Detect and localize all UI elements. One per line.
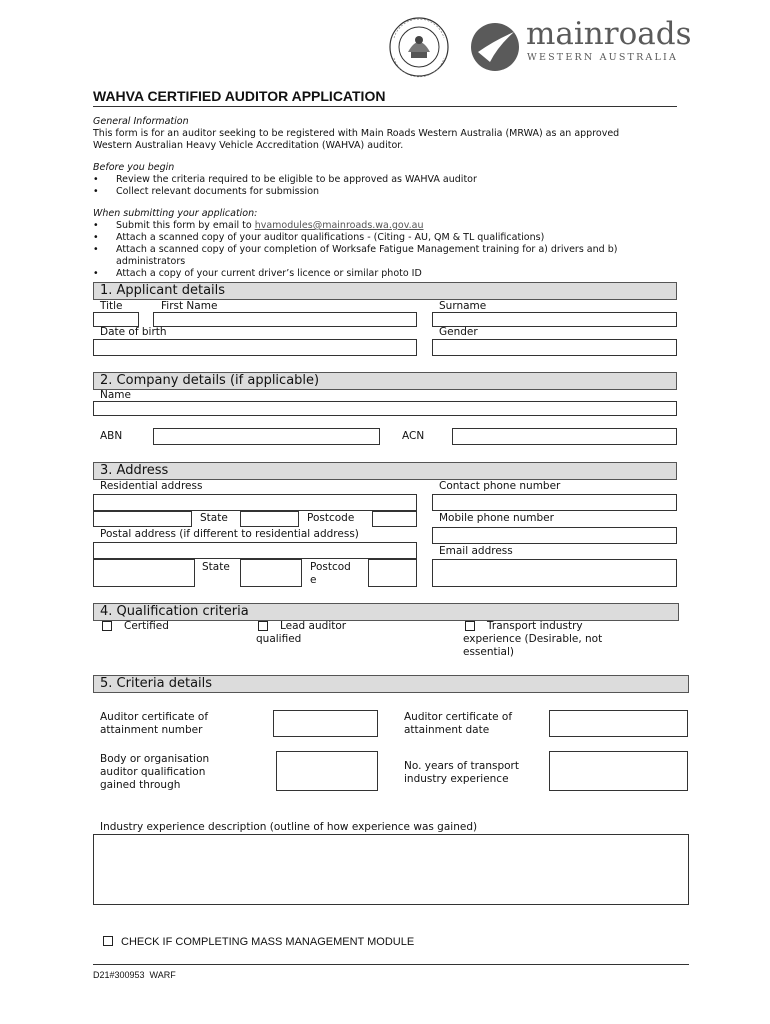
state-field[interactable] <box>240 511 299 527</box>
title-field[interactable] <box>93 312 139 327</box>
cert-attainment-date-label-line1: Auditor certificate of <box>404 711 513 723</box>
form-title: WAHVA CERTIFIED AUDITOR APPLICATION <box>93 88 386 104</box>
brand-name: mainroads <box>526 16 692 52</box>
mobile-phone-label: Mobile phone number <box>439 512 554 524</box>
transport-label-line2: experience (Desirable, not <box>463 633 603 645</box>
mainroads-emblem-icon <box>470 22 520 72</box>
government-seal-logo <box>384 16 454 78</box>
industry-experience-field[interactable] <box>93 834 689 905</box>
cert-attainment-date-label-line2: attainment date <box>404 724 490 736</box>
years-experience-field[interactable] <box>549 751 688 791</box>
company-name-label: Name <box>100 389 131 401</box>
transport-label-line1: Transport industry <box>487 620 583 632</box>
body-org-label-line1: Body or organisation <box>100 753 210 765</box>
section-company-details: 2. Company details (if applicable) <box>93 372 677 390</box>
contact-phone-label: Contact phone number <box>439 480 561 492</box>
years-experience-label-line1: No. years of transport <box>404 760 519 772</box>
transport-industry-checkbox[interactable] <box>465 621 475 631</box>
first-name-field[interactable] <box>153 312 417 327</box>
section-criteria-details: 5. Criteria details <box>93 675 689 693</box>
body-org-label-line2: auditor qualification <box>100 766 206 778</box>
bullet-icon: • <box>93 232 99 243</box>
bullet-icon: • <box>93 268 99 279</box>
surname-label: Surname <box>439 300 487 312</box>
gender-label: Gender <box>439 326 478 338</box>
submit-item: Attach a copy of your current driver’s licence or similar photo ID <box>116 268 422 279</box>
section-address: 3. Address <box>93 462 677 480</box>
state2-field[interactable] <box>240 559 302 587</box>
bullet-icon: • <box>93 244 99 255</box>
body-org-label-line3: gained through <box>100 779 181 791</box>
email-address-field[interactable] <box>432 559 677 587</box>
section-qualification-criteria: 4. Qualification criteria <box>93 603 679 621</box>
certified-checkbox[interactable] <box>102 621 112 631</box>
email-address-label: Email address <box>439 545 513 557</box>
residential-suburb-field[interactable] <box>93 511 192 527</box>
general-info-heading: General Information <box>93 116 189 127</box>
cert-attainment-number-label-line1: Auditor certificate of <box>100 711 209 723</box>
first-name-label: First Name <box>161 300 218 312</box>
state2-label: State <box>202 561 230 573</box>
certified-label: Certified <box>124 620 169 632</box>
lead-auditor-label-line1: Lead auditor <box>280 620 347 632</box>
residential-address-field[interactable] <box>93 494 417 511</box>
title-label: Title <box>100 300 123 312</box>
acn-label: ACN <box>402 430 425 442</box>
years-experience-label-line2: industry experience <box>404 773 509 785</box>
postcode2-label-line1: Postcod <box>310 561 351 573</box>
footer-rule <box>93 964 689 965</box>
postcode-field[interactable] <box>372 511 417 527</box>
submit-prefix: Submit this form by email to <box>116 220 255 231</box>
surname-field[interactable] <box>432 312 677 327</box>
section-applicant-details: 1. Applicant details <box>93 282 677 300</box>
submit-item-email <box>116 220 424 232</box>
dob-label: Date of birth <box>100 326 167 338</box>
postal-address-label: Postal address (if different to residential address) <box>100 528 359 540</box>
cert-attainment-number-field[interactable] <box>273 710 378 737</box>
cert-attainment-date-field[interactable] <box>549 710 688 737</box>
before-item: Collect relevant documents for submission <box>116 186 320 197</box>
general-info-line1: This form is for an auditor seeking to be registered with Main Roads Western Australia (MRWA) as an approved <box>93 128 620 139</box>
residential-address-label: Residential address <box>100 480 203 492</box>
industry-experience-label: Industry experience description (outline of how experience was gained) <box>100 821 478 833</box>
body-org-field[interactable] <box>276 751 378 791</box>
gender-field[interactable] <box>432 339 677 356</box>
postal-address-field[interactable] <box>93 542 417 559</box>
title-rule <box>93 106 677 107</box>
acn-field[interactable] <box>452 428 677 445</box>
footer-reference: D21#300953 WARF <box>93 970 176 980</box>
dob-field[interactable] <box>93 339 417 356</box>
bullet-icon: • <box>93 174 99 185</box>
mainroads-logo <box>470 16 692 72</box>
submit-heading: When submitting your application: <box>93 208 258 219</box>
company-name-field[interactable] <box>93 401 677 416</box>
cert-attainment-number-label-line2: attainment number <box>100 724 203 736</box>
mobile-phone-field[interactable] <box>432 527 677 544</box>
mass-management-label: CHECK IF COMPLETING MASS MANAGEMENT MODULE <box>121 936 415 948</box>
submit-item: Attach a scanned copy of your completion of Worksafe Fatigue Management training for a) drivers and b) <box>116 244 618 255</box>
before-item: Review the criteria required to be eligible to be approved as WAHVA auditor <box>116 174 477 185</box>
bullet-icon: • <box>93 220 99 231</box>
abn-field[interactable] <box>153 428 380 445</box>
postal-suburb-field[interactable] <box>93 559 195 587</box>
lead-auditor-checkbox[interactable] <box>258 621 268 631</box>
brand-subtitle: WESTERN AUSTRALIA <box>527 52 679 63</box>
state-label: State <box>200 512 228 524</box>
postcode2-label-line2: e <box>310 574 317 586</box>
contact-phone-field[interactable] <box>432 494 677 511</box>
mass-management-checkbox[interactable] <box>103 936 113 946</box>
submit-item-cont: administrators <box>116 256 186 267</box>
email-link[interactable]: hvamodules@mainroads.wa.gov.au <box>254 220 424 231</box>
abn-label: ABN <box>100 430 123 442</box>
before-heading: Before you begin <box>93 162 175 173</box>
submit-item: Attach a scanned copy of your auditor qualifications - (Citing - AU, QM & TL qualifications) <box>116 232 545 243</box>
postcode2-field[interactable] <box>368 559 417 587</box>
bullet-icon: • <box>93 186 99 197</box>
transport-label-line3: essential) <box>463 646 514 658</box>
general-info-line2: Western Australian Heavy Vehicle Accreditation (WAHVA) auditor. <box>93 140 404 151</box>
postcode-label: Postcode <box>307 512 355 524</box>
lead-auditor-label-line2: qualified <box>256 633 302 645</box>
